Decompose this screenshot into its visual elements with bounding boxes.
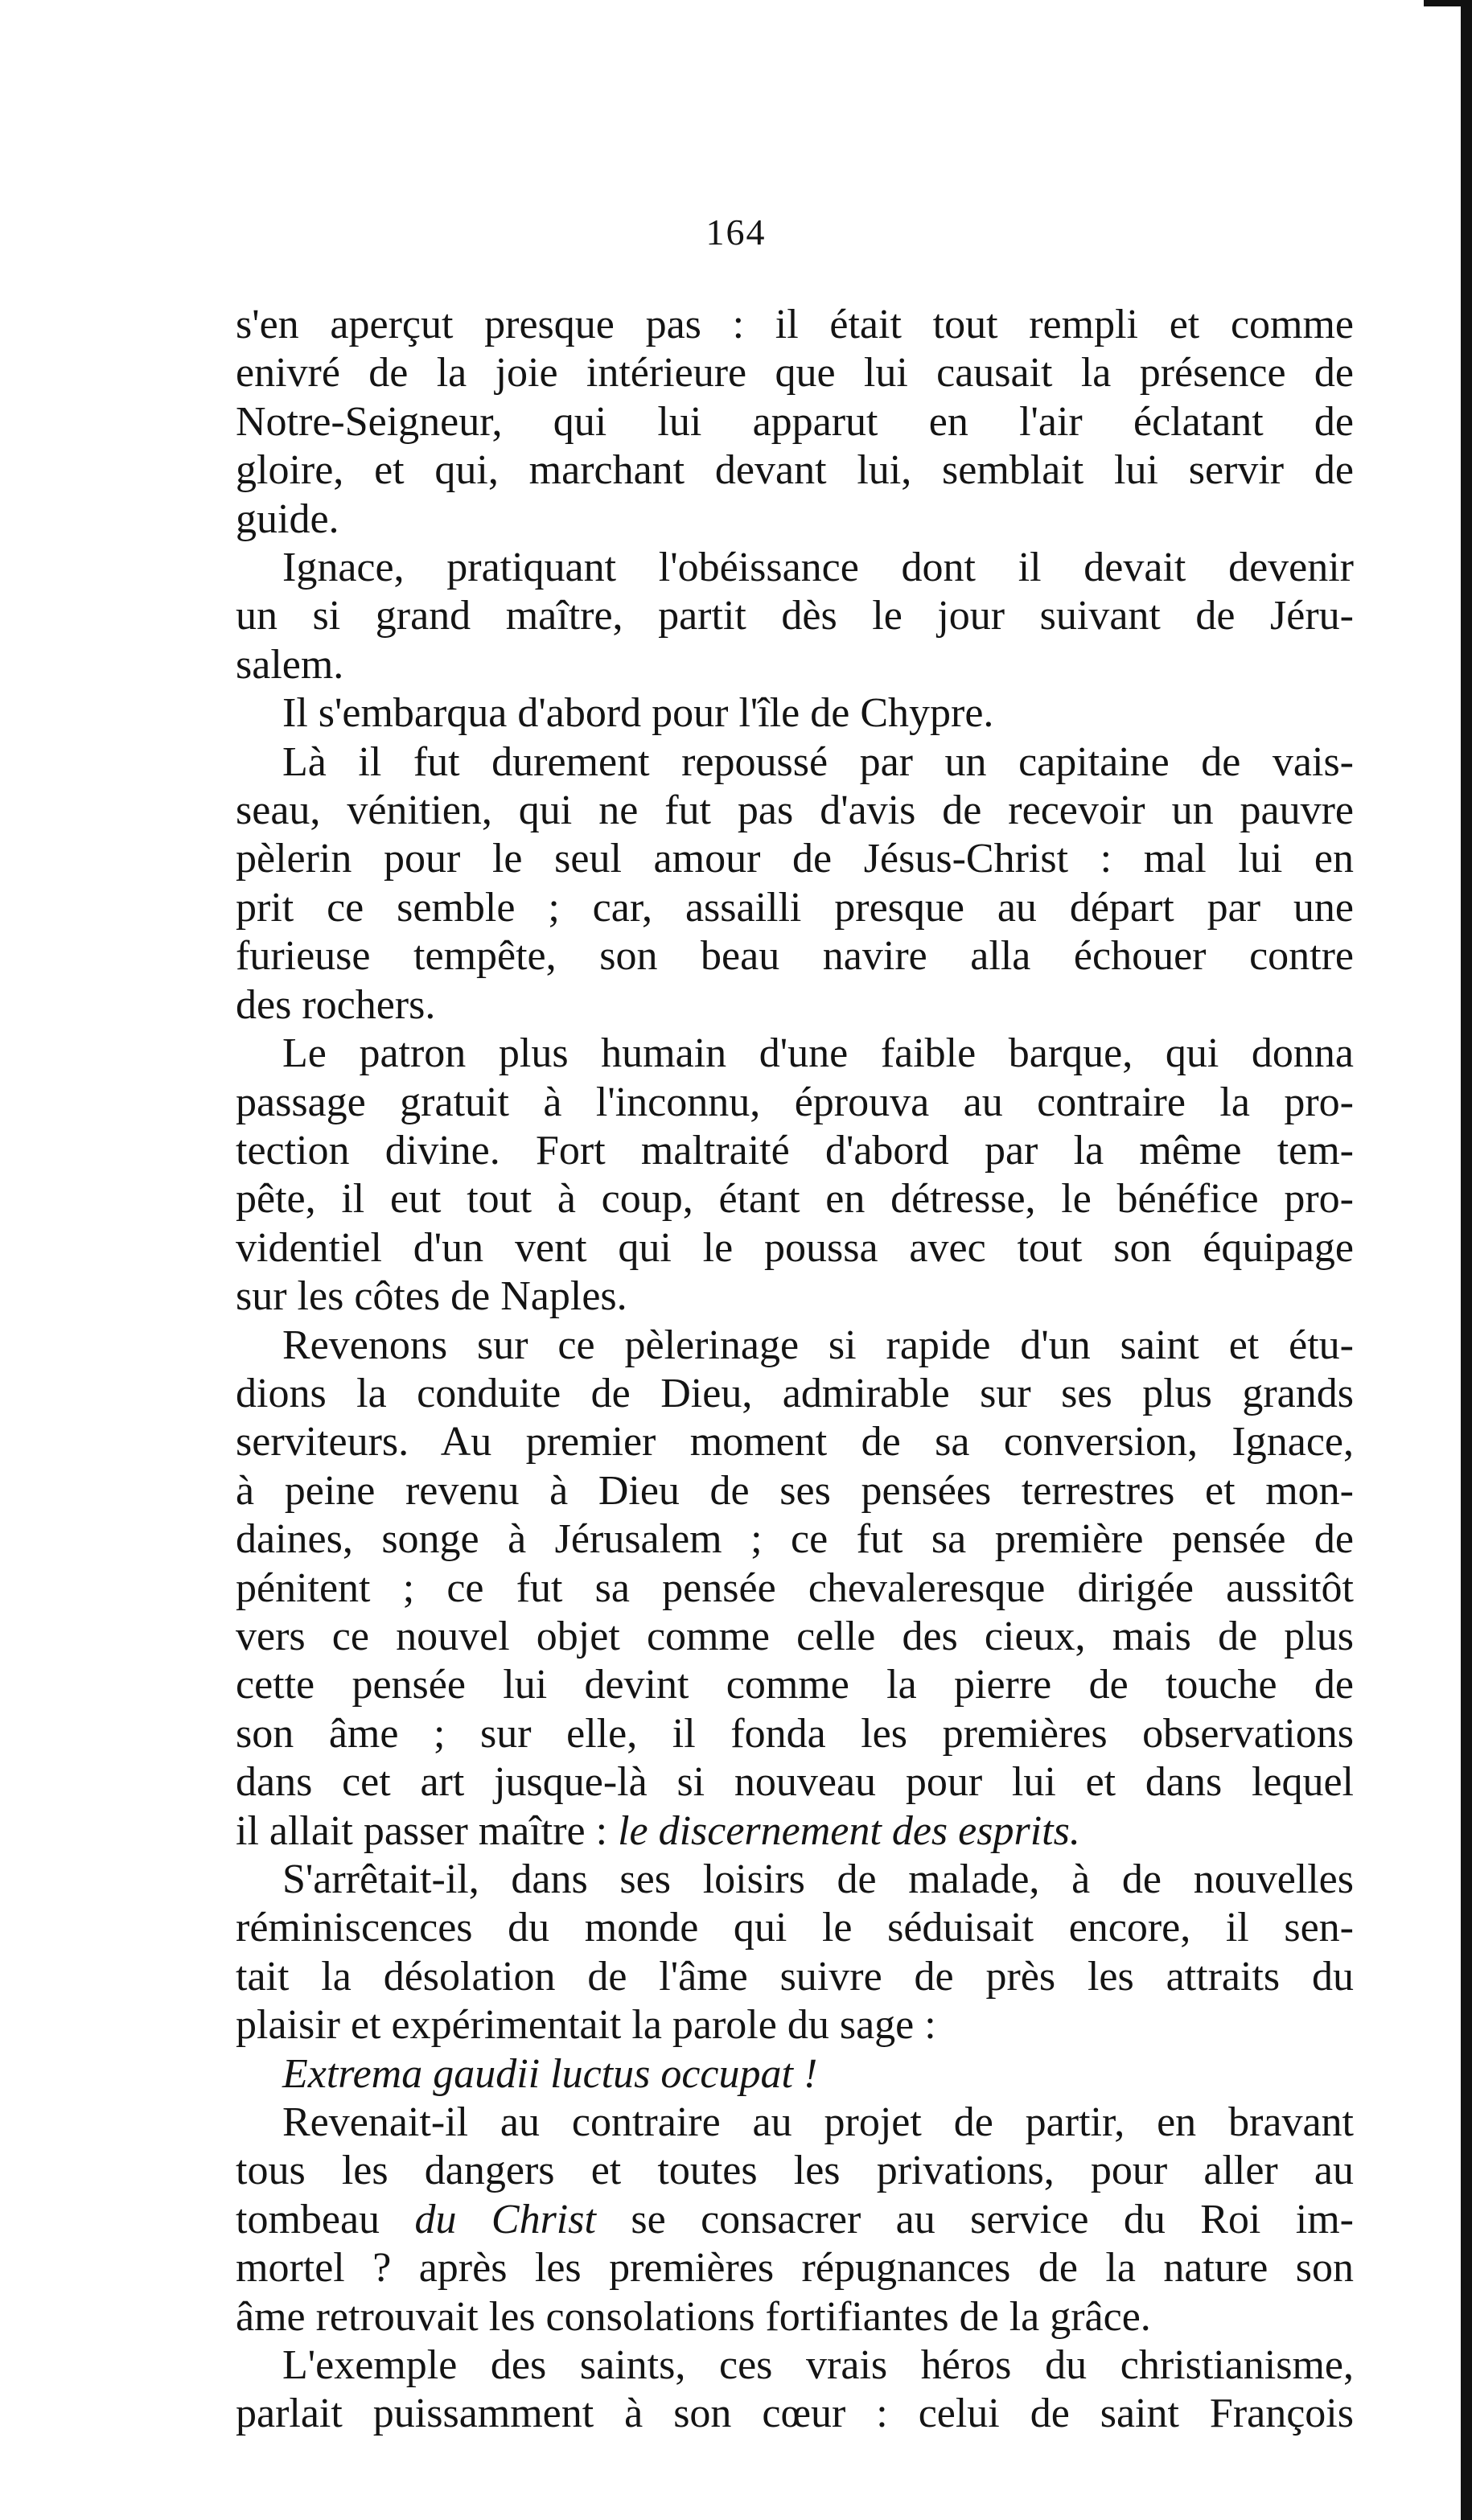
text-line: daines, songe à Jérusalem ; ce fut sa première pensée de — [236, 1516, 1354, 1563]
text-line: à peine revenu à Dieu de ses pensées terrestres et mon- — [236, 1467, 1354, 1514]
text-line: salem. — [236, 641, 344, 688]
paragraph — [236, 2341, 1354, 2439]
text-line: S'arrêtait-il, dans ses loisirs de malade, à de nouvelles — [282, 1856, 1354, 1902]
text-line: cette pensée lui devint comme la pierre de touche de — [236, 1662, 1354, 1708]
text-line: des rochers. — [236, 981, 436, 1028]
text-line: réminiscences du monde qui le séduisait encore, il sen- — [236, 1905, 1354, 1951]
text-line: Le patron plus humain d'une faible barque, qui donna — [282, 1030, 1354, 1077]
text-line: vers ce nouvel objet comme celle des cieux, mais de plus — [236, 1613, 1354, 1659]
text-line: videntiel d'un vent qui le poussa avec tout son équipage — [236, 1224, 1354, 1271]
page-number: 164 — [705, 212, 767, 253]
text-line: Il s'embarqua d'abord pour l'île de Chypre. — [282, 690, 994, 737]
text-line: prit ce semble ; car, assailli presque au départ par une — [236, 884, 1354, 931]
text-line: tous les dangers et toutes les privations, pour aller au — [236, 2148, 1354, 2194]
text-line: s'en aperçut presque pas : il était tout rempli et comme — [236, 302, 1354, 347]
text-line: Notre-Seigneur, qui lui apparut en l'air éclatant de — [236, 398, 1354, 445]
text-line: âme retrouvait les consolations fortifiantes de la grâce. — [236, 2293, 1151, 2340]
text-line: pête, il eut tout à coup, étant en détresse, le bénéfice pro- — [236, 1176, 1354, 1223]
text-line: guide. — [236, 495, 339, 542]
text-line: tection divine. Fort maltraité d'abord par la même tem- — [236, 1127, 1354, 1174]
text-line: plaisir et expérimentait la parole du sage : — [236, 2002, 936, 2049]
paragraph — [236, 544, 1354, 689]
paragraph — [236, 1030, 1354, 1321]
paragraph — [236, 689, 1354, 738]
text-line: mortel ? après les premières répugnances de la nature son — [236, 2245, 1354, 2292]
italic-fragment: le discernement des esprits. — [618, 1807, 1080, 1854]
text-line: furieuse tempête, son beau navire alla échouer contre — [236, 933, 1354, 980]
text-line: L'exemple des saints, ces vrais héros du christianisme, — [282, 2342, 1354, 2389]
paragraph — [236, 2099, 1354, 2341]
text-line: Ignace, pratiquant l'obéissance dont il devait devenir — [282, 545, 1354, 591]
text-line: Revenons sur ce pèlerinage si rapide d'un saint et étu- — [282, 1322, 1354, 1368]
text-line: son âme ; sur elle, il fonda les premières observations — [236, 1710, 1354, 1757]
paragraph — [236, 738, 1354, 1030]
text-line — [236, 1807, 1354, 1856]
text-line: Là il fut durement repoussé par un capitaine de vais- — [282, 738, 1354, 785]
text-line: parlait puissamment à son cœur : celui de saint François — [236, 2391, 1354, 2437]
body-text — [236, 301, 1354, 2439]
latin-quote: Extrema gaudii luctus occupat ! — [282, 2050, 818, 2097]
text-fragment: se consacrer au service du Roi im- — [595, 2196, 1354, 2243]
italic-fragment: du Christ — [414, 2196, 596, 2243]
paragraph — [236, 301, 1354, 544]
text-line: pèlerin pour le seul amour de Jésus-Christ : mal lui en — [236, 836, 1354, 882]
page-edge-rule — [1461, 0, 1472, 2520]
text-line: pénitent ; ce fut sa pensée chevaleresque dirigée aussitôt — [236, 1564, 1354, 1611]
page-edge-rule-top — [1424, 0, 1472, 6]
text-line: passage gratuit à l'inconnu, éprouva au contraire la pro- — [236, 1079, 1354, 1125]
text-line — [236, 2196, 1354, 2244]
paragraph — [236, 1856, 1354, 2050]
text-line: dans cet art jusque-là si nouveau pour lui et dans lequel — [236, 1759, 1354, 1806]
paragraph — [236, 1322, 1354, 1856]
text-line: enivré de la joie intérieure que lui causait la présence de — [236, 350, 1354, 397]
text-line: dions la conduite de Dieu, admirable sur ses plus grands — [236, 1370, 1354, 1416]
text-line: tait la désolation de l'âme suivre de près les attraits du — [236, 1953, 1354, 2000]
text-line: Revenait-il au contraire au projet de partir, en bravant — [282, 2099, 1354, 2146]
text-fragment: tombeau — [236, 2196, 415, 2243]
text-fragment: il allait passer maître : — [236, 1807, 619, 1854]
text-line: gloire, et qui, marchant devant lui, semblait lui servir de — [236, 447, 1354, 494]
text-line: un si grand maître, partit dès le jour suivant de Jéru- — [236, 593, 1354, 639]
text-line: serviteurs. Au premier moment de sa conversion, Ignace, — [236, 1419, 1354, 1466]
text-line: sur les côtes de Naples. — [236, 1273, 627, 1320]
text-line: seau, vénitien, qui ne fut pas d'avis de recevoir un pauvre — [236, 787, 1354, 834]
